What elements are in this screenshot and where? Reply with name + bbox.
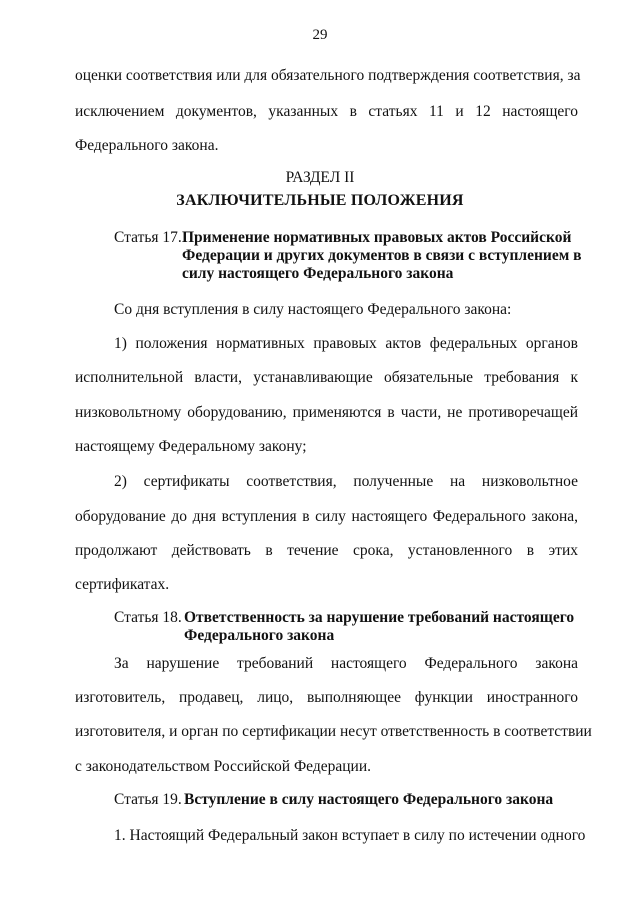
- article-18-body-line-1: За нарушение требований настоящего Федерального закона: [114, 655, 578, 672]
- article-18-body-line-2: изготовитель, продавец, лицо, выполняющее функции иностранного: [75, 689, 578, 706]
- article-17-item1-line-1: 1) положения нормативных правовых актов федеральных органов: [114, 335, 578, 352]
- article-17-item2-line-3: продолжают действовать в течение срока, установленного в этих: [75, 542, 578, 559]
- article-18-body-line-4: с законодательством Российской Федерации.: [75, 758, 372, 775]
- article-18-title-line-2: Федерального закона: [184, 627, 335, 644]
- article-17-heading: [114, 229, 582, 285]
- article-17-title-line-1: Применение нормативных правовых актов Российской: [182, 229, 572, 246]
- article-17-label: Статья 17.: [114, 229, 182, 246]
- article-17-title-line-2: Федерации и других документов в связи с вступлением в: [182, 247, 582, 264]
- article-17-item1-line-2: исполнительной власти, устанавливающие обязательные требования к: [75, 369, 578, 386]
- article-19-title: Вступление в силу настоящего Федерального закона: [184, 791, 554, 808]
- intro-line-1: оценки соответствия или для обязательного подтверждения соответствия, за: [75, 67, 581, 84]
- article-19-body-line-1: 1. Настоящий Федеральный закон вступает в силу по истечении одного: [114, 827, 586, 844]
- article-18-title: [184, 609, 574, 645]
- article-17-lead: Со дня вступления в силу настоящего Федерального закона:: [114, 301, 512, 318]
- section-label: РАЗДЕЛ II: [285, 169, 355, 186]
- article-18-heading: [114, 609, 578, 647]
- section-title: ЗАКЛЮЧИТЕЛЬНЫЕ ПОЛОЖЕНИЯ: [176, 192, 464, 209]
- article-18-title-line-1: Ответственность за нарушение требований настоящего: [184, 609, 575, 626]
- article-18-body-line-3: изготовителя, и орган по сертификации несут ответственность в соответствии: [75, 723, 592, 740]
- article-17-item1-line-3: низковольтному оборудованию, применяются в части, не противоречащей: [75, 404, 578, 421]
- page-number: 29: [312, 27, 328, 43]
- article-19-heading: [114, 791, 578, 811]
- intro-line-2: исключением документов, указанных в статьях 11 и 12 настоящего: [75, 103, 578, 120]
- article-17-title-line-3: силу настоящего Федерального закона: [182, 265, 454, 282]
- article-18-label: Статья 18.: [114, 609, 182, 626]
- article-17-item2-line-2: оборудование до дня вступления в силу настоящего Федерального закона,: [75, 508, 578, 525]
- article-17-item2-line-1: 2) сертификаты соответствия, полученные на низковольтное: [114, 473, 578, 490]
- article-19-label: Статья 19.: [114, 791, 182, 808]
- article-17-item1-line-4: настоящему Федеральному закону;: [75, 438, 307, 455]
- article-17-item2-line-4: сертификатах.: [75, 576, 170, 593]
- article-17-title: [182, 229, 582, 283]
- intro-line-3: Федерального закона.: [75, 137, 219, 154]
